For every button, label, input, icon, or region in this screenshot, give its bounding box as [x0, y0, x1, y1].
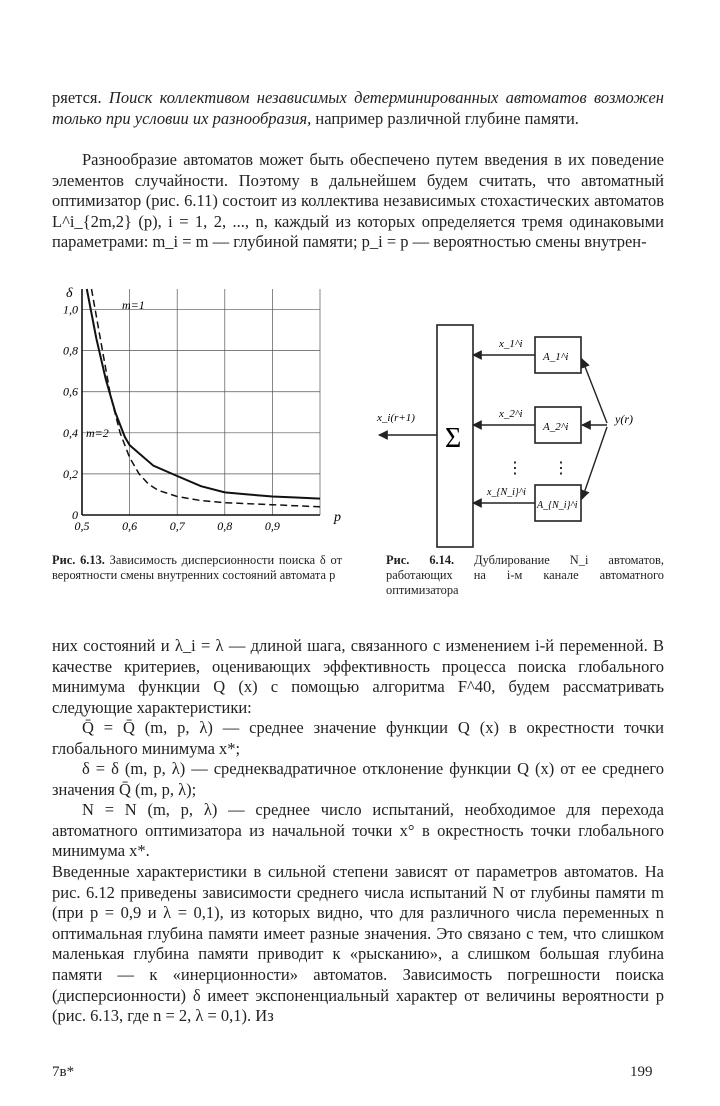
- chart-axes: [82, 289, 320, 515]
- paragraph-7: Введенные характеристики в сильной степени зависят от параметров автоматов. На рис. 6.12 приведены зависимости среднего числа испытаний N от глубины памяти m (при p = 0,9 и λ = 0,1), из которых видно, что для различного числа переменных n оптимальная глубина памяти имеет разные значения. Это связано с тем, что слишком маленькая глубина памяти приводит к «рысканию», а слишком большая глубина памяти — к «инерционности» автоматов. Зависимость погрешности поиска (дисперсионности) δ имеет экспоненциальный характер от величины вероятности p (рис. 6.13, где n = 2, λ = 0,1). Из: [52, 862, 664, 1026]
- automaton-2-label: A_2^i: [543, 421, 569, 433]
- paragraph-1: ряется. Поиск коллективом независимых детерминированных автоматов возможен только при условии их разнообразия, например различной глубине памяти.: [52, 88, 664, 128]
- italic-statement: Поиск коллективом независимых детерминированных автоматов возможен только при условии их разнообразия,: [52, 88, 664, 128]
- signal-label-n: x_{N_i}^i: [487, 487, 526, 498]
- y-tick-label: 0,8: [63, 343, 78, 358]
- paragraph-2: Разнообразие автоматов может быть обеспечено путем введения в их поведение элементов случайности. Поэтому в дальнейшем будем считать, что автоматный оптимизатор (рис. 6.11) состоит из коллектива независимых стохастических автоматов L^i_{2m,2} (p), i = 1, 2, ..., n, каждый из которых определяется тремя одинаковыми параметрами: m_i = m — глубиной памяти; p_i = p — вероятностью смены внутрен-: [52, 150, 664, 252]
- series-line-2: [87, 289, 320, 499]
- x-tick-label: 0,7: [169, 519, 185, 533]
- vertical-dots-right: ⋮: [553, 460, 569, 477]
- x-tick-labels: [75, 519, 280, 533]
- input-label: y(r): [615, 412, 633, 426]
- automaton-1-label: A_1^i: [543, 351, 569, 363]
- x-tick-label: 0,5: [74, 519, 90, 533]
- footer-signature: 7в*: [52, 1064, 75, 1080]
- chart-grid: [82, 289, 320, 515]
- page-number: 199: [630, 1064, 653, 1080]
- automaton-n-label: A_{N_i}^i: [537, 500, 578, 511]
- signal-label-2: x_2^i: [499, 408, 523, 420]
- paragraph-4: Q̄ = Q̄ (m, p, λ) — среднее значение функции Q (x) в окрестности точки глобального минимума x*;: [52, 718, 664, 758]
- input-arrow-n: [582, 427, 607, 499]
- signal-label-1: x_1^i: [499, 338, 523, 350]
- figure-6-13-chart: [52, 285, 352, 545]
- y-tick-label: 0,4: [63, 425, 78, 440]
- paragraph-6: N = N (m, p, λ) — среднее число испытаний, необходимое для перехода автоматного оптимизатора из начальной точки x° в окрестность точки глобального минимума x*.: [52, 800, 664, 861]
- figure-6-13-caption: Рис. 6.13. Зависимость дисперсионности поиска δ от вероятности смены внутренних состояний автомата p: [52, 553, 343, 582]
- x-axis-label: p: [334, 510, 341, 525]
- y-tick-label: 0,6: [63, 384, 78, 399]
- y-tick-labels: [63, 303, 78, 522]
- sum-symbol: Σ: [445, 423, 462, 454]
- input-arrow-1: [582, 359, 607, 423]
- y-tick-label: 1,0: [63, 302, 78, 317]
- x-tick-label: 0,8: [217, 519, 233, 533]
- paragraph-5: δ = δ (m, p, λ) — среднеквадратичное отклонение функции Q (x) от ее среднего значения Q̄ (m, p, λ);: [52, 759, 664, 799]
- figure-6-14-diagram: [375, 295, 675, 555]
- x-tick-label: 0,9: [264, 519, 280, 533]
- curve-label-m1: m=1: [122, 298, 145, 312]
- y-tick-label: 0,2: [63, 466, 78, 481]
- paragraph-3: них состояний и λ_i = λ — длиной шага, связанного с изменением i-й переменной. В качестве критериев, оценивающих эффективность процесса поиска глобального минимума функции Q (x) с помощью алгоритма F^40, будем рассматривать следующие характеристики:: [52, 636, 664, 717]
- vertical-dots-left: ⋮: [507, 460, 523, 477]
- curve-label-m2: m=2: [86, 426, 109, 440]
- y-axis-label: δ: [66, 286, 73, 301]
- y-tick-label: 0: [72, 508, 78, 522]
- x-tick-label: 0,6: [122, 519, 138, 533]
- output-label: x_i(r+1): [377, 412, 415, 424]
- figure-6-14-caption: Рис. 6.14. Дублирование N_i автоматов, работающих на i-м канале автоматного оптимизатора: [386, 553, 665, 597]
